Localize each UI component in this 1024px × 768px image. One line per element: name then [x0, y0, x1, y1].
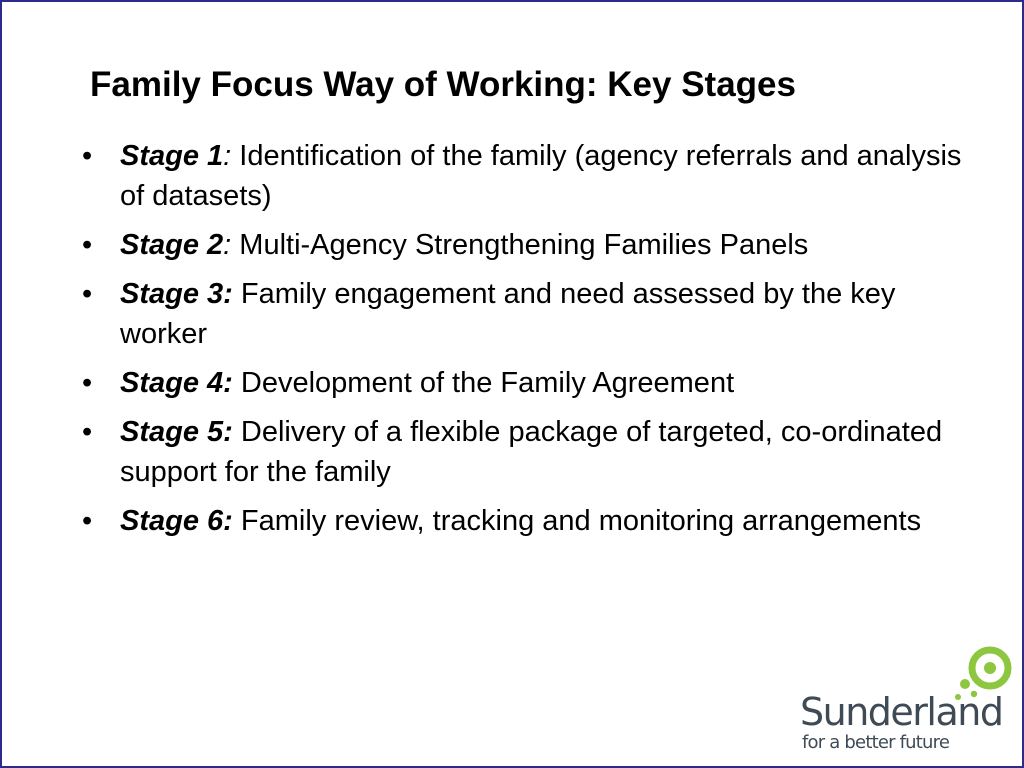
stage-item — [82, 363, 962, 403]
stage-separator: : — [223, 229, 232, 261]
stage-label: Stage 5: — [120, 416, 233, 448]
stage-separator: : — [223, 505, 233, 537]
stage-label: Stage 3: — [120, 278, 233, 310]
stage-text: Development of the Family Agreement — [232, 367, 735, 399]
bullet: • — [82, 140, 93, 172]
bullet: • — [82, 416, 93, 448]
bullet: • — [82, 278, 93, 310]
stage-label: Stage 2 — [120, 229, 224, 261]
stage-text: Identification of the family (agency referrals and analysis of datasets) — [120, 140, 962, 212]
stage-separator: : — [223, 140, 232, 172]
stage-item — [82, 225, 962, 265]
stage-text: Family engagement and need assessed by the key worker — [120, 278, 896, 350]
logo-name: Sunderland — [800, 690, 1003, 734]
stage-label: Stage 6 — [120, 505, 224, 537]
bullet: • — [82, 229, 93, 261]
stages-list — [82, 136, 962, 550]
stage-item — [82, 412, 962, 492]
stage-text: Family review, tracking and monitoring arrangements — [232, 505, 922, 537]
stage-label: Stage 1 — [120, 140, 224, 172]
stage-text: Delivery of a flexible package of targeted, co-ordinated support for the family — [120, 416, 943, 488]
stage-text: Multi-Agency Strengthening Families Panels — [231, 229, 809, 261]
logo-tagline: for a better future — [802, 732, 950, 753]
sunderland-logo — [800, 642, 1012, 760]
bullet: • — [82, 505, 93, 537]
stage-item — [82, 274, 962, 354]
bullet: • — [82, 367, 93, 399]
stage-item — [82, 136, 962, 216]
stage-item — [82, 501, 962, 541]
slide-title: Family Focus Way of Working: Key Stages — [90, 65, 796, 104]
stage-label: Stage 4: — [120, 367, 233, 399]
